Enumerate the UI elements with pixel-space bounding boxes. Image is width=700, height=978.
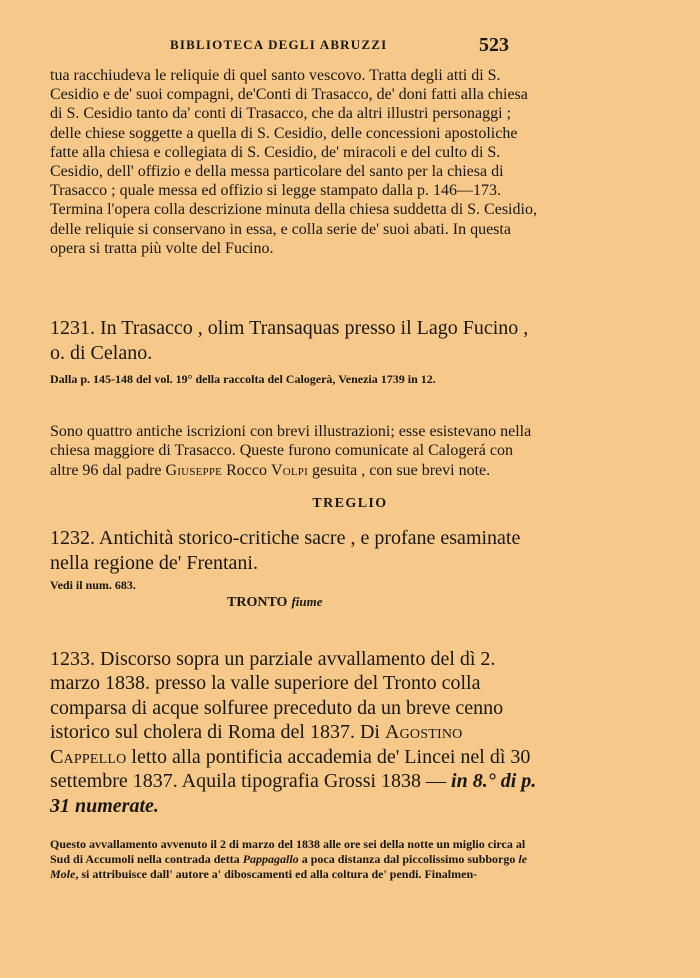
description-part: Rocco <box>222 461 271 479</box>
entry-1231-heading: 1231. In Trasacco , olim Transaquas presso il Lago Fucino , o. di Celano. <box>50 317 529 364</box>
format-reference: in 8.° di p. 31 numerate. <box>50 770 537 817</box>
page-number: 523 <box>479 34 509 56</box>
entry-1231-description <box>50 403 540 480</box>
place-name: Pappagallo <box>242 852 299 866</box>
description-part: gesuita , con sue brevi note. <box>307 461 491 479</box>
entry-1232-see-note: Vedi il num. 683. <box>50 578 136 592</box>
heading-part: 1233. Discorso sopra un parziale avvallamento del dì 2. marzo 1838. presso la valle superiore del Tronto colla comparsa di acque solfuree preceduto da un breve cenno istorico sul cholera di Roma del 1837. Di <box>50 647 504 743</box>
running-title: BIBLIOTECA DEGLI ABRUZZI <box>170 37 388 52</box>
entry-1231-source-note: Dalla p. 145-148 del vol. 19° della raccolta del Calogerà, Venezia 1739 in 12. <box>50 372 436 386</box>
description-part: Sono quattro antiche iscrizioni con brevi illustrazioni; esse esistevano nella chiesa maggiore di Trasacco. Queste furono comunicate al Calogerá con altre 96 dal padre <box>50 423 532 479</box>
place-name: le Mole <box>50 852 528 881</box>
section-title-tronto <box>227 594 323 611</box>
entry-1233-heading <box>50 622 540 818</box>
person-surname: Volpi <box>270 461 308 479</box>
heading-part: letto alla pontificia accademia de' Lincei nel dì 30 settembre 1837. Aquila tipografia Grossi 1838 — <box>50 745 531 792</box>
note-part: , si attribuisce dall' autore a' diboscamenti ed alla coltura de' pendi. Finalmen- <box>75 867 478 881</box>
person-first-name: Giuseppe <box>165 461 223 479</box>
intro-paragraph: tua racchiudeva le reliquie di quel santo vescovo. Tratta degli atti di S. Cesidio e de' suoi compagni, de'Conti di Trasacco, de' doni fatti alla chiesa di S. Cesidio tanto da' conti di Trasacco, che da altri illustri personaggi ; delle chiese soggette a quella di S. Cesidio, delle concessioni apostoliche fatte alla chiesa e collegiata di S. Cesidio, de' miracoli e del culto di S. Cesidio, dell' offizio e della messa particolare del santo per la chiesa di Trasacco ; quale messa ed offizio si legge stampato dalla p. 146—173. Termina l'opera colla descrizione minuta della chiesa suddetta di S. Cesidio, delle reliquie si conservano in essa, e colla serie de' suoi abati. In questa opera si tratta più volte del Fucino. <box>50 67 537 257</box>
page-header <box>0 34 700 58</box>
entry-1233-note <box>50 822 540 882</box>
entry-1232-heading: 1232. Antichità storico-critiche sacre , e profane esaminate nella regione de' Frentani. <box>50 527 521 574</box>
section-title-treglio: TREGLIO <box>312 496 388 511</box>
section-subtitle: fiume <box>291 594 323 609</box>
note-part: Questo avvallamento avvenuto il 2 di marzo del 1838 alle ore sei della notte un miglio circa al Sud di Accumoli nella contrada detta <box>50 837 526 866</box>
note-part: a poca distanza dal piccolissimo subborgo <box>298 852 519 866</box>
author-name: Agostino Cappello <box>50 721 463 768</box>
section-title-text: TRONTO <box>227 595 288 610</box>
